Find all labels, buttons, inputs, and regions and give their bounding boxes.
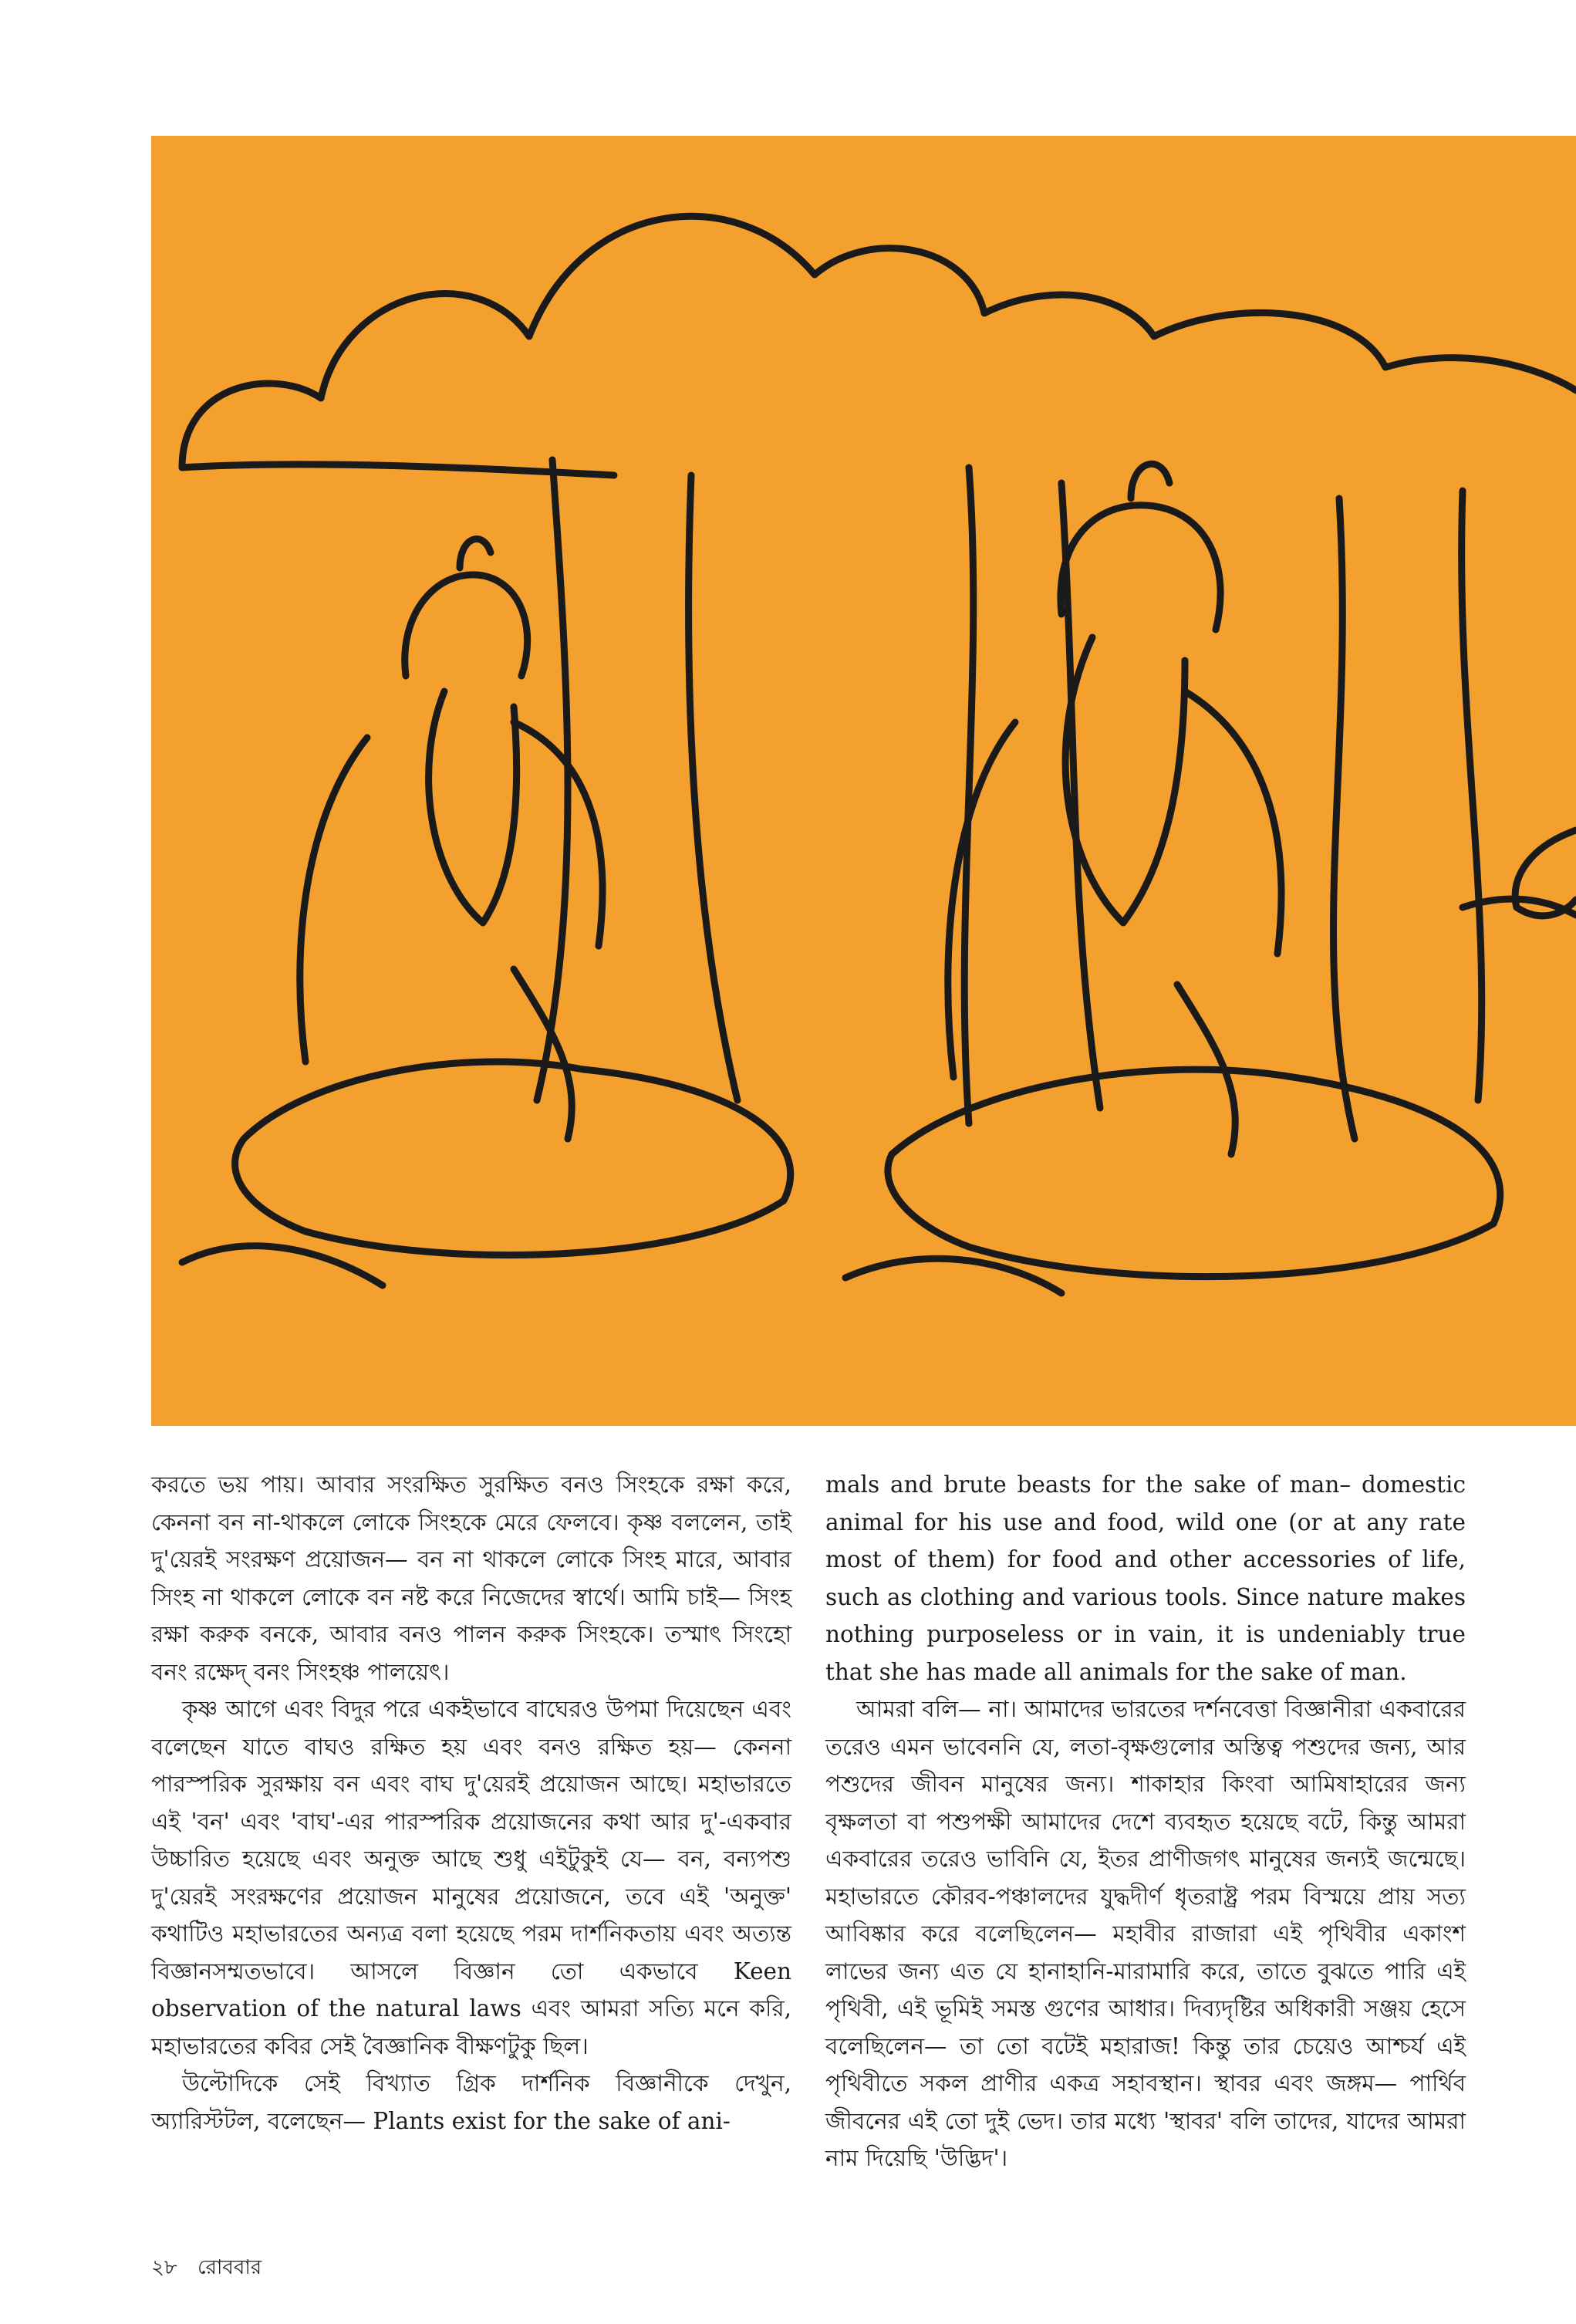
paragraph: mals and brute beasts for the sake of man– domestic animal for his use and food, wild one (or at any rate most of them) for food and other accessories of life, such as clothing and various tools. Since nature makes nothing purposeless or in vain, it is undeniably true that she has made all animals for the sake of man. [825, 1471, 1466, 1685]
sages-drawing [151, 136, 1576, 1426]
page-footer [151, 2251, 275, 2285]
page-number: ২৮ [151, 2256, 177, 2279]
text-column-right [825, 1466, 1466, 2177]
paragraph: কৃষ্ণ আগে এবং বিদুর পরে একইভাবে বাঘেরও উপমা দিয়েছেন এবং বলেছেন যাতে বাঘও রক্ষিত হয় এবং বনও রক্ষিত হয়— কেননা পারস্পরিক সুরক্ষায় বন এবং বাঘ দু'য়েরই প্রয়োজন আছে। মহাভারতে এই 'বন' এবং 'বাঘ'-এর পারস্পরিক প্রয়োজনের কথা আর দু'-একবার উচ্চারিত হয়েছে এবং অনুক্ত আছে শুধু এইটুকুই যে— বন, বন্যপশু দু'য়েরই সংরক্ষণের প্রয়োজন মানুষের প্রয়োজনে, তবে এই 'অনুক্ত' কথাটিও মহাভারতের অন্যত্র বলা হয়েছে পরম দার্শনিকতায় এবং অত্যন্ত বিজ্ঞানসম্মতভাবে। আসলে বিজ্ঞান তো একভাবে Keen observation of the natural laws এবং আমরা সত্যি মনে করি, মহাভারতের কবির সেই বৈজ্ঞানিক বীক্ষণটুকু ছিল। [151, 1696, 791, 2059]
paragraph: করতে ভয় পায়। আবার সংরক্ষিত সুরক্ষিত বনও সিংহকে রক্ষা করে, কেননা বন না-থাকলে লোকে সিংহকে মেরে ফেলবে। কৃষ্ণ বললেন, তাই দু'য়েরই সংরক্ষণ প্রয়োজন— বন না থাকলে লোকে সিংহ মারে, আবার সিংহ না থাকলে লোকে বন নষ্ট করে নিজেদের স্বার্থে। আমি চাই— সিংহ রক্ষা করুক বনকে, আবার বনও পালন করুক সিংহকে। তস্মাৎ সিংহো বনং রক্ষেদ্ বনং সিংহঞ্চ পালয়েৎ। [151, 1471, 791, 1685]
illustration-sages-under-trees [151, 136, 1576, 1426]
paragraph: আমরা বলি— না। আমাদের ভারতের দর্শনবেত্তা বিজ্ঞানীরা একবারের তরেও এমন ভাবেননি যে, লতা-বৃক্ষগুলোর অস্তিত্ব পশুদের জন্য, আর পশুদের জীবন মানুষের জন্য। শাকাহার কিংবা আমিষাহারের জন্য বৃক্ষলতা বা পশুপক্ষী আমাদের দেশে ব্যবহৃত হয়েছে বটে, কিন্তু আমরা একবারের তরেও ভাবিনি যে, ইতর প্রাণীজগৎ মানুষের জন্যই জন্মেছে। মহাভারতে কৌরব-পঞ্চালদের যুদ্ধদীর্ণ ধৃতরাষ্ট্র পরম বিস্ময়ে প্রায় সত্য আবিষ্কার করে বলেছিলেন— মহাবীর রাজারা এই পৃথিবীর একাংশ লাভের জন্য এত যে হানাহানি-মারামারি করে, তাতে বুঝতে পারি এই পৃথিবী, এই ভূমিই সমস্ত গুণের আধার। দিব্যদৃষ্টির অধিকারী সঞ্জয় হেসে বলেছিলেন— তা তো বটেই মহারাজ! কিন্তু তার চেয়েও আশ্চর্য এই পৃথিবীতে সকল প্রাণীর একত্র সহাবস্থান। স্থাবর এবং জঙ্গম— পার্থিব জীবনের এই তো দুই ভেদ। তার মধ্যে 'স্থাবর' বলি তাদের, যাদের আমরা নাম দিয়েছি 'উদ্ভিদ'। [825, 1696, 1466, 2171]
text-column-left [151, 1466, 791, 2140]
paragraph: উল্টোদিকে সেই বিখ্যাত গ্রিক দার্শনিক বিজ্ঞানীকে দেখুন, অ্যারিস্টটল, বলেছেন— Plants exist for the sake of ani- [151, 2070, 791, 2134]
publication-name: রোববার [197, 2256, 262, 2279]
